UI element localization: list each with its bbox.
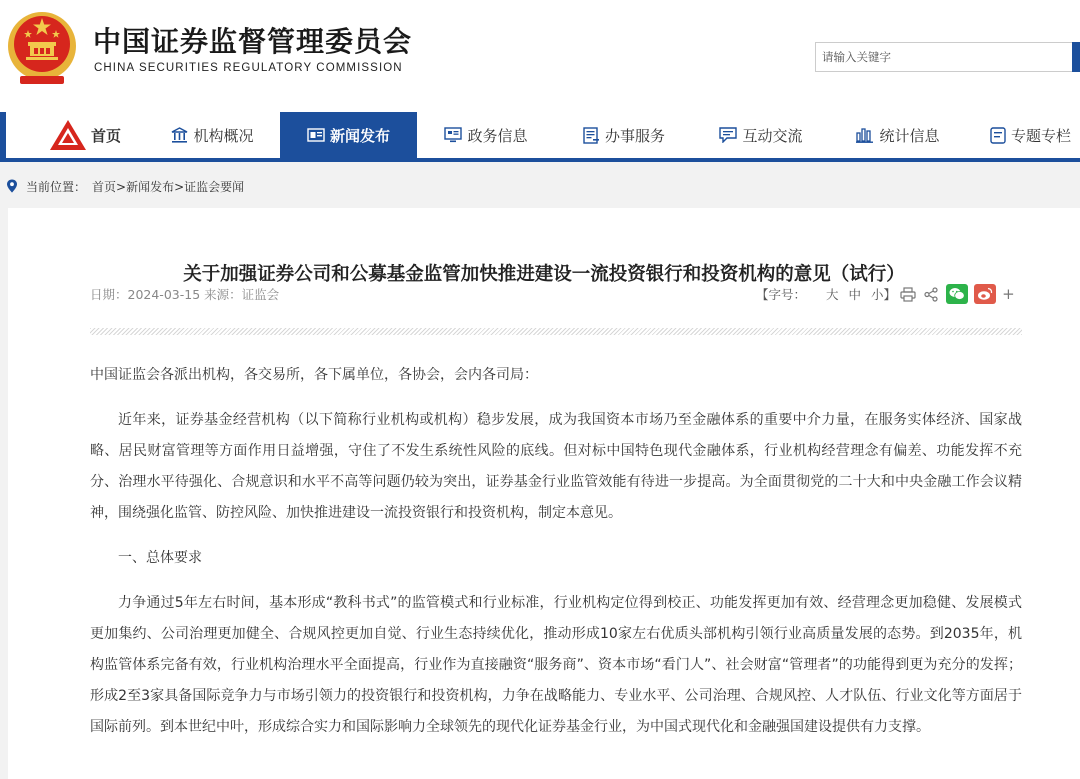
nav-item-government-info[interactable] — [430, 112, 542, 158]
wechat-icon — [949, 287, 965, 301]
font-size-medium[interactable]: 中 — [848, 287, 862, 302]
search-box — [815, 42, 1075, 72]
nav-item-label: 办事服务 — [604, 126, 665, 145]
monitor-icon — [444, 127, 462, 143]
search-button[interactable] — [1072, 42, 1080, 72]
article-title: 关于加强证券公司和公募基金监管加快推进建设一流投资银行和投资机构的意见（试行） — [183, 264, 905, 285]
nav-item-special-topics[interactable] — [980, 112, 1080, 158]
breadcrumb-path[interactable]: 首页>新闻发布>证监会要闻 — [92, 179, 245, 194]
print-icon[interactable] — [900, 287, 916, 302]
article-greeting: 中国证监会各派出机构，各交易所，各下属单位，各协会，会内各司局： — [90, 367, 538, 383]
building-icon — [171, 127, 188, 143]
font-size-large[interactable]: 大 — [826, 287, 839, 302]
nav-item-label: 新闻发布 — [329, 126, 390, 145]
site-subtitle: CHINA SECURITIES REGULATORY COMMISSION — [94, 62, 403, 74]
nav-item-label: 专题专栏 — [1011, 126, 1072, 145]
national-emblem-icon — [6, 8, 78, 88]
title-divider — [90, 328, 1022, 335]
nav-item-organization[interactable] — [155, 112, 270, 158]
csrc-logo-icon — [49, 119, 87, 151]
news-icon — [307, 127, 325, 143]
article-paragraph: 近年来，证券基金经营机构（以下简称行业机构或机构）稳步发展，成为我国资本市场乃至金融体系的重要中介力量，在服务实体经济、国家战略、居民财富管理等方面作用日益增强，守住了不发生系统性风险的底线。但对标中国特色现代金融体系，行业机构经营理念有偏差、功能发挥不充分、治理水平待强化、合规意识和水平不高等问题仍较为突出，证券基金行业监管效能有待进一步提高。为全面贯彻党的二十大和中央金融工作会议精神，围绕强化监管、防控风险、加快推进建设一流投资银行和投资机构，制定本意见。 — [90, 412, 1022, 521]
location-pin-icon — [6, 179, 18, 193]
nav-item-services[interactable] — [568, 112, 680, 158]
nav-item-label: 首页 — [90, 126, 121, 145]
nav-item-label: 互动交流 — [742, 126, 803, 145]
nav-left-accent — [0, 112, 6, 158]
article-body — [90, 360, 1022, 757]
nav-item-interaction[interactable] — [705, 112, 817, 158]
nav-item-label: 政务信息 — [467, 126, 528, 145]
share-icon[interactable] — [924, 287, 938, 302]
bar-chart-icon — [856, 127, 874, 143]
nav-item-news[interactable] — [280, 112, 417, 158]
chat-icon — [719, 127, 737, 143]
article-meta: 日期：2024-03-15 来源：证监会 — [90, 287, 280, 302]
site-header — [0, 0, 1080, 112]
weibo-icon — [977, 287, 993, 301]
breadcrumb — [0, 172, 1080, 200]
nav-item-label: 统计信息 — [879, 126, 940, 145]
main-nav — [0, 112, 1080, 162]
search-input[interactable] — [822, 47, 1062, 67]
font-size-small[interactable]: 小】 — [871, 287, 897, 302]
font-size-label: 【字号： — [756, 287, 807, 302]
column-icon — [990, 127, 1006, 144]
wechat-share-button[interactable] — [946, 284, 968, 304]
article-section-heading: 一、总体要求 — [118, 550, 202, 566]
nav-item-statistics[interactable] — [842, 112, 954, 158]
article-tools — [756, 283, 1021, 305]
nav-item-label: 机构概况 — [193, 126, 254, 145]
nav-item-home[interactable] — [30, 112, 140, 158]
weibo-share-button[interactable] — [974, 284, 996, 304]
document-list-icon — [583, 127, 600, 144]
article-paragraph: 力争通过5年左右时间，基本形成“教科书式”的监管模式和行业标准，行业机构定位得到校正、功能发挥更加有效、经营理念更加稳健、发展模式更加集约、公司治理更加健全、合规风控更加自觉、行业生态持续优化，推动形成10家左右优质头部机构引领行业高质量发展的态势。到2035年，机构监管体系完备有效，行业机构治理水平全面提高，行业作为直接融资“服务商”、资本市场“看门人”、社会财富“管理者”的功能得到更为充分的发挥；形成2至3家具备国际竞争力与市场引领力的投资银行和投资机构，力争在战略能力、专业水平、公司治理、合规风控、人才队伍、行业文化等方面居于国际前列。到本世纪中叶，形成综合实力和国际影响力全球领先的现代化证券基金行业，为中国式现代化和金融强国建设提供有力支撑。 — [90, 595, 1022, 735]
breadcrumb-label: 当前位置： — [26, 179, 87, 194]
article-container — [8, 208, 1080, 779]
share-more-button[interactable]: + — [1002, 285, 1015, 303]
site-title: 中国证券监督管理委员会 — [93, 25, 413, 58]
